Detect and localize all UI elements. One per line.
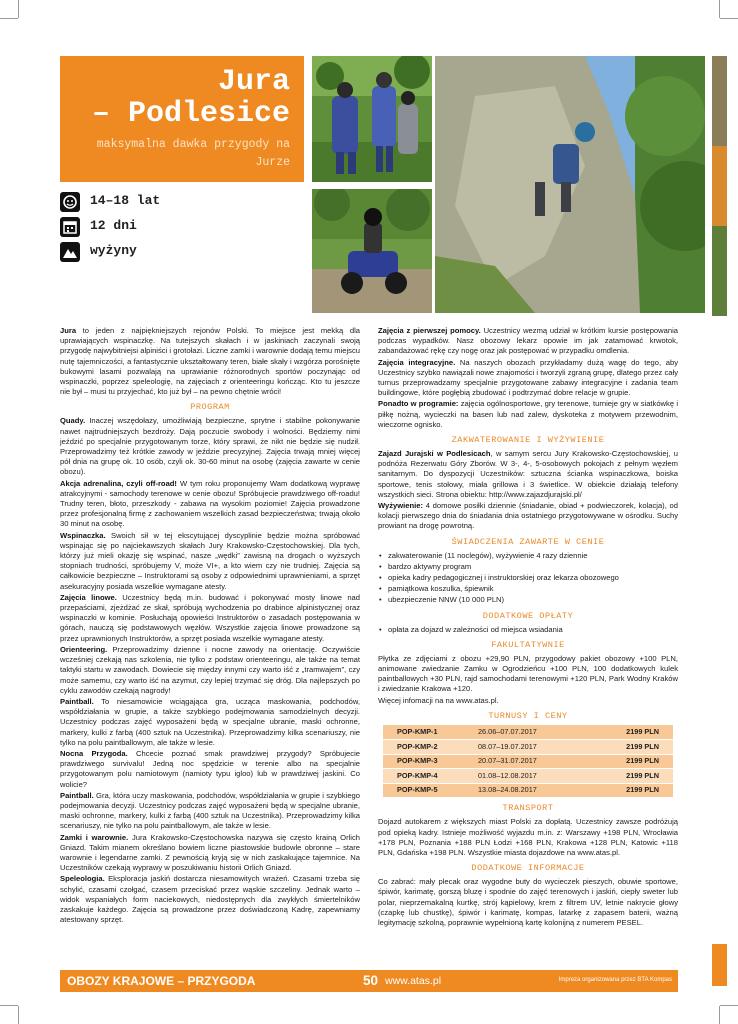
crop-mark	[720, 1005, 738, 1006]
table-row: POP-KMP-3 20.07–31.07.2017 2199 PLN	[383, 754, 673, 769]
table-row: POP-KMP-5 13.08–24.08.2017 2199 PLN	[383, 783, 673, 798]
program-item: Zajęcia linowe. Uczestnicy będą m.in. budować i pokonywać mosty linowe nad przepaściami, zjeżdżać ze skał, spróbują wychodzenia po drabince alpinistycznej oraz wspinaczki w kominie. Posłuchają opowieści Instruktorów o zasadach postępowania w górach, nauczą się podstawowych węzłów. Wszystkie zajęcia linowe prowadzone są przez uprawnionych Instruktorów, a sprzęt posiada wszelkie wymagane atesty.	[60, 592, 360, 643]
optional-heading: FAKULTATYWNIE	[491, 639, 565, 650]
fact-label: wyżyny	[90, 243, 137, 258]
program-heading: PROGRAM	[190, 402, 230, 413]
fact-terrain	[60, 242, 280, 262]
page-footer	[60, 970, 678, 992]
included-heading: ŚWIADCZENIA ZAWARTE W CENIE	[451, 536, 605, 547]
page-subtitle: maksymalna dawka przygody na Jurze	[96, 138, 290, 169]
list-item: • zakwaterowanie (11 noclegów), wyżywienie 4 razy dziennie	[378, 551, 678, 561]
footer-organizer: Impreza organizowana przez BTA Kompas	[558, 977, 672, 983]
page-title-line2: – Podlesice	[91, 97, 290, 131]
turns-heading: TURNUSY I CENY	[488, 710, 568, 721]
program-item: Akcja adrenalina, czyli off-road! W tym roku proponujemy Wam dodatkową wyprawę atrakcyjnymi - samochody terenowe w cenie obozu! Spróbujecie prawdziwego off-roadu! Trudny teren, błoto, przeszkody - zabawa na wysokim poziomie! Zajęcia prowadzone przez profesjonalną firmę z zachowaniem wszelkich zasad bezpieczeństwa; trwają około 30 minut na osobę.	[60, 478, 360, 529]
program-item: Nocna Przygoda. Chcecie poznać smak prawdziwej przygody? Spróbujecie prawdziwego survivalu! Jedną noc spędzicie w terenie albo na specjalnie przygotowanym polu namiotowym (namioty typu igloo) lub w prawdziwej jaskini. Co wolicie?	[60, 748, 360, 789]
optional-text: Płytka ze zdjęciami z obozu +29,90 PLN, przygodowy pakiet obozowy +100 PLN, animowane zwiedzanie Zamku w Ogrodzieńcu +100 PLN, 100 dodatkowych kulek paintballowych +30 PLN, rajd samochodami terenowymi +120 PLN, Park Wodny Kraków i zwiedzanie Krakowa +120.	[378, 653, 678, 694]
food-text: Wyżywienie: 4 domowe posiłki dziennie (śniadanie, obiad + podwieczorek, kolacja), od kolacji pierwszego dnia do śniadania dnia ostatniego przygotowywane w ośrodku. Suchy prowiant na drogę powrotną.	[378, 501, 678, 531]
included-list	[378, 551, 678, 606]
program-item: Orienteering. Przeprowadzimy dzienne i nocne zawody na orientację. Oczywiście wcześniej czekają nas szkolenia, nie tylko z podstaw orienteeringu, ale także na temat taktyki startu w zawodach. Dowiecie się między innymi czy warto iść z „tramwajem”, czy może samemu, czy warto iść na azymut, czy lepiej trzymać się dróg. Dla najlepszych po cyklu zawodów czekają nagrody!	[60, 644, 360, 695]
crop-mark	[719, 1006, 720, 1024]
program-item: Quady. Inaczej wszędołazy, umożliwiają bezpieczne, sprytne i stabilne pokonywanie nawet najtrudniejszych bezdroży. Dają poczucie swobody i wolności. Będziemy nimi jeździć po specjalnie przygotowanym torze, który sprawi, że nikt nie będzie się nudził. Przeprowadzimy też krótkie zawody w jeździe precyzyjnej. Zajęcia trwają mniej więcej pół dnia na grupę ok. 10 osób, czyli ok. 30-60 minut na osobę (zajęcia zawarte w cenie obozu).	[60, 416, 360, 477]
program-item: Zajęcia z pierwszej pomocy. Uczestnicy wezmą udział w krótkim kursie postępowania podczas wypadków. Nasz obozowy lekarz opowie im jak zatamować krwotok, zabandażować rękę czy nogę oraz jak postępować w przypadku omdlenia.	[378, 326, 678, 356]
intro-paragraph: Jura to jeden z najpiękniejszych rejonów Polski. To miejsce jest mekką dla uprawiających wspinaczkę. Na tutejszych skałach i w jaskiniach zaczynali swoją przygodę najwybitniejsi alpiniści i grotołazi. Liczne zamki i warownie dodają temu miejscu nutę tajemniczości, a fantastycznie ukształtowany teren, białe skały i wzgórza porośnięte bukowymi lasami pozwalają na uprawianie różnorodnych sportów poczynając od wspinaczki, poprzez speleologię, na zajęciach z orienteeringu kończąc. Kto tu jeszcze nie był – musi tu przyjechać, kto już był – na pewno chętnie wróci!	[60, 326, 360, 397]
crop-mark	[0, 18, 18, 19]
list-item: • opieka kadry pedagogicznej i instruktorskiej oraz lekarza obozowego	[378, 573, 678, 583]
mountains-icon	[60, 242, 80, 262]
program-item: Speleologia. Eksploracja jaskiń dostarcza niesamowitych wrażeń. Czasami trzeba się schylić, czasami czołgać, czasem przeciskać przez wąskie szczeliny. Jednak warto – widok wspaniałych form naciekowych, niedostępnych dla zwykłych śmiertelników zaskakuje każdego. Zajęcia są prowadzone przez doświadczoną Kadrę, zapewniamy atestowany sprzęt.	[60, 874, 360, 925]
program-item: Wspinaczka. Swoich sił w tej ekscytującej dyscyplinie będzie można spróbować wspinając się po najciekawszych skałach Jury Krakowsko-Częstochowskiej. Dla tych, którzy już mieli okazję się wspinać, nasze „wędki” zawisną na drogach o wyższych stopniach trudności, spróbujemy V, może VI+, a kto wiem czy nie trudniej. Zajęcia są całkowicie bezpieczne – Instruktorami są osoby z odpowiednimi uprawnieniami, a sprzęt asekuracyjny posiada wszelkie wymagane atesty.	[60, 530, 360, 591]
program-item: Paintball. Gra, która uczy maskowania, podchodów, współdziałania w grupie i szybkiego podejmowania decyzji. Uczestnicy podczas zajęć wyposażeni będą w specjalne ubranie, maski ochronne, markery, kulki z farbą (400 sztuk na Uczestnika). Przeprowadzimy kilka scenariuszy, nie tylko na polu paintballowym, ale także w lesie.	[60, 790, 360, 831]
crop-mark	[719, 0, 720, 18]
age-face-icon	[60, 192, 80, 212]
table-row: POP-KMP-2 08.07–19.07.2017 2199 PLN	[383, 739, 673, 754]
adjacent-page-edge	[712, 56, 727, 316]
table-row: POP-KMP-4 01.08–12.08.2017 2199 PLN	[383, 769, 673, 784]
list-item: • pamiątkowa koszulka, śpiewnik	[378, 584, 678, 594]
accommodation-text: Zajazd Jurajski w Podlesicach, w samym sercu Jury Krakowsko-Częstochowskiej, u podnóża Rezerwatu Góry Zborów. W 3-, 4-, 5-osobowych pokojach z pełnym węzłem sanitarnym. Do dyspozycji Uczestników: sztuczna ścianka wspinaczkowa, boiska sportowe, tenis stołowy, miała grillowa i 3 świetlice. W obiekcie działają telefony wszystkich sieci. Strona obiektu: http://www.zajazdjurajski.pl/	[378, 449, 678, 499]
accommodation-heading: ZAKWATEROWANIE I WYŻYWIENIE	[451, 435, 605, 446]
crop-mark	[18, 1006, 19, 1024]
optional-more: Więcej infomacji na na www.atas.pl.	[378, 695, 499, 705]
fact-label: 14–18 lat	[90, 193, 161, 208]
right-column	[378, 326, 678, 929]
info-heading: DODATKOWE INFORMACJE	[471, 863, 585, 874]
crop-mark	[18, 0, 19, 18]
transport-heading: TRANSPORT	[502, 803, 554, 814]
page-side-tab	[712, 944, 727, 986]
transport-text: Dojazd autokarem z większych miast Polski za dopłatą. Uczestnicy zawsze podróżują pod opieką kadry. Istnieje możliwość wyjazdu m.in. z: Warszawy +198 PLN, Wrocławia +178 PLN, Poznania +188 PLN Łodzi +168 PLN, Krakowa +128 PLN, Katowic +118 PLN, Gdańska +198 PLN. Wszystkie miasta dojazdowe na www.atas.pl.	[378, 817, 678, 857]
footer-url[interactable]: www.atas.pl	[385, 975, 442, 987]
program-item: Zamki i warownie. Jura Krakowsko-Częstochowska nazywa się często krainą Orlich Gniazd. Takim mianem określano bowiem liczne piastowskie budowle obronne – stare warownie i legendarne zamki. Z pewnością kryją się w nich zaskakujące tajemnice. Na Uczestników czekają wyprawy w poszukiwaniu historii Orlich Gniazd.	[60, 832, 360, 873]
fact-label: 12 dni	[90, 218, 137, 233]
crop-mark	[0, 1005, 18, 1006]
program-item: Zajęcia integracyjne. Na naszych obozach przykładamy dużą wagę do tego, aby Uczestnicy szybko nawiązali nowe znajomości i tworzyli zgraną grupę, dlatego przez cały turnus przeprowadzamy specjalnie przygotowane zabawy integracyjne i zadania team buildingowe, które pogłębią zbudować i podtrzymać dobre relacje w grupie.	[378, 357, 678, 398]
program-item: Paintball. To niesamowicie wciągająca gra, ucząca maskowania, podchodów, współdziałania w grupie, a także szybkiego podejmowania samodzielnych decyzji. Uczestnicy podczas zajęć wyposażeni będą w specjalne ubranie, maski ochronne, markery, kulki z farbą (400 sztuk na Uczestnika). Przeprowadzimy kilka scenariuszy, nie tylko na polu paintballowym, ale także w lesie.	[60, 696, 360, 747]
list-item: • opłata za dojazd w zależności od miejsca wsiadania	[378, 625, 678, 635]
page-title-line1: Jura	[217, 65, 290, 99]
photo-paintball	[312, 56, 432, 182]
list-item: • bardzo aktywny program	[378, 562, 678, 572]
fact-age	[60, 192, 280, 212]
list-item: • ubezpieczenie NNW (10 000 PLN)	[378, 595, 678, 605]
program-item: Ponadto w programie: zajęcia ogólnosportowe, gry terenowe, turnieje gry w siatkówkę i piłkę nożną, wycieczki na basen lub nad zalew, dyskoteka z motywem przewodnim, wieczorne ognisko.	[378, 399, 679, 429]
photo-quad	[312, 189, 432, 313]
extra-fees-list	[378, 625, 678, 635]
photo-climbing	[435, 56, 705, 313]
page-number: 50	[363, 973, 379, 988]
extra-fees-heading: DODATKOWE OPŁATY	[482, 610, 574, 621]
table-row: POP-KMP-1 26.06–07.07.2017 2199 PLN	[383, 725, 673, 740]
crop-mark	[720, 18, 738, 19]
title-box	[60, 56, 304, 182]
turns-table	[383, 725, 673, 798]
info-text: Co zabrać: mały plecak oraz wygodne buty do wycieczek pieszych, obuwie sportowe, śpiwór, karimatę, gorszą bluzę i spodnie do zajęć terenowych i jaskiń, ciepły sweter lub polar, nieprzemakalną kurtkę, strój kąpielowy, krem z filtrem UV, letnie nakrycie głowy (czapkę lub chustkę), śpiwór i karimatę, kompas, latarkę z zapasem baterii, ważną legitymację szkolną, poprawnie wypełnioną kartę kolonijną z numerem PESEL.	[378, 877, 678, 927]
left-column	[60, 326, 360, 926]
calendar-icon	[60, 217, 80, 237]
fact-days	[60, 217, 280, 237]
footer-section-label: OBOZY KRAJOWE – PRZYGODA	[67, 974, 256, 988]
